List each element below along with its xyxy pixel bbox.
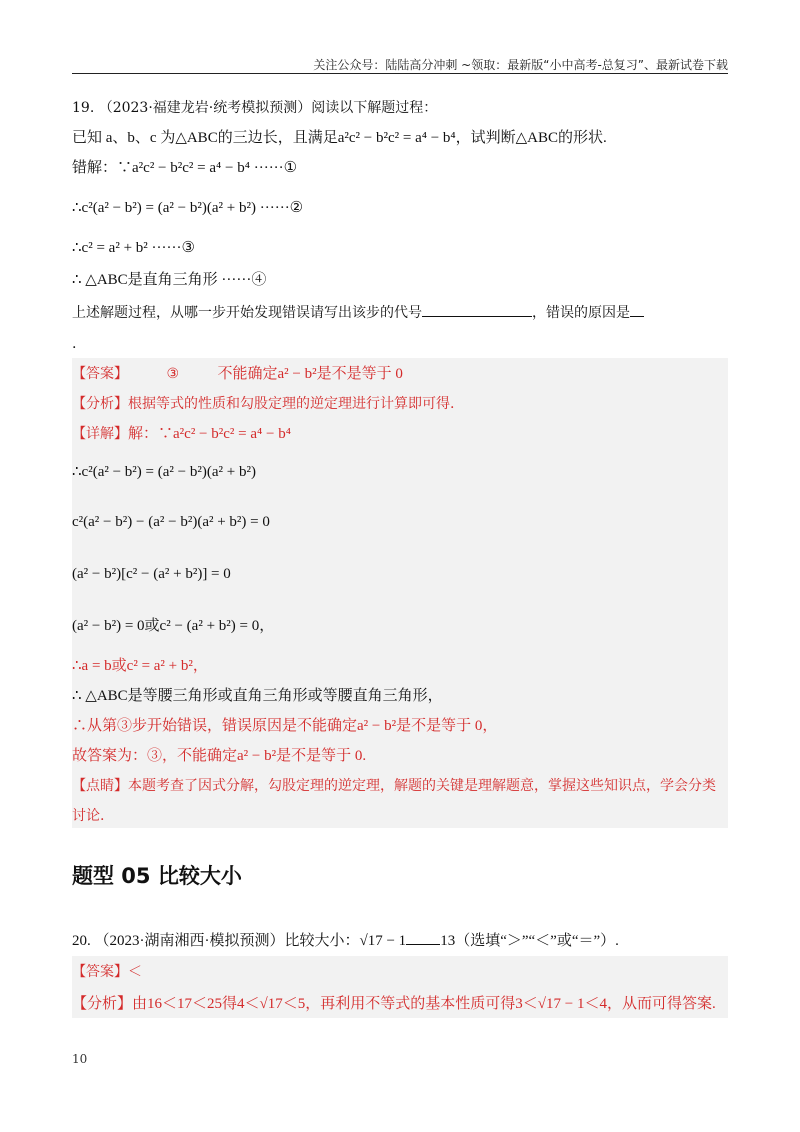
section-title: 题型 05 比较大小 [72, 864, 242, 888]
analysis-tag-20: 【分析】 [72, 996, 133, 1012]
q19-step3: ∴c² = a² + b² ······③ [72, 240, 195, 256]
q20-stem-b: 13（选填“＞”“＜”或“＝”）. [440, 933, 619, 949]
q19-ask-a: 上述解题过程，从哪一步开始发现错误请写出该步的代号 [72, 305, 422, 321]
page-header: 关注公众号：陆陆高分冲刺 ~领取：最新版“小中高考-总复习”、最新试卷下载 [313, 58, 728, 72]
detail-line-4: (a² − b²) = 0或c² − (a² + b²) = 0， [72, 618, 275, 634]
detail-line-6: ∴ △ABC是等腰三角形或直角三角形或等腰直角三角形， [72, 688, 443, 704]
detail-line-7: ∴从第③步开始错误，错误原因是不能确定a² − b²是不是等于 0， [72, 718, 498, 734]
a20-analysis [72, 994, 716, 1014]
q19-stem: 19. （2023·福建龙岩·统考模拟预测）阅读以下解题过程： [72, 100, 438, 116]
detail-line-2: c²(a² − b²) − (a² − b²)(a² + b²) = 0 [72, 514, 270, 530]
comment-text-2: 讨论. [72, 808, 105, 824]
a19-answer [72, 364, 403, 384]
q19-step1: 错解：∵a²c² − b²c² = a⁴ − b⁴ ······① [72, 160, 298, 176]
page-number: 10 [72, 1052, 88, 1066]
q19-end: . [72, 336, 77, 352]
q20-stem-a: 20. （2023·湖南湘西·模拟预测）比较大小：√17 − 1 [72, 933, 407, 949]
comment-tag: 【点睛】 [72, 778, 128, 794]
answer-value-20: ＜ [128, 964, 142, 980]
answer-tag: 【答案】 [72, 366, 128, 382]
a19-detail [72, 424, 291, 444]
answer-blank-2 [630, 302, 644, 317]
detail-line-3: (a² − b²)[c² − (a² + b²)] = 0 [72, 566, 231, 582]
answer-value-1: ③ [166, 366, 180, 382]
header-rule [72, 73, 728, 74]
analysis-text: 根据等式的性质和勾股定理的逆定理进行计算即可得. [128, 396, 455, 412]
analysis-tag: 【分析】 [72, 396, 128, 412]
detail-lead: 解：∵a²c² − b²c² = a⁴ − b⁴ [128, 426, 291, 442]
analysis-text-20: 由16＜17＜25得4＜√17＜5，再利用不等式的基本性质可得3＜√17 − 1＜4，从而可得答案. [132, 996, 716, 1012]
answer-value-2: 不能确定a² − b²是不是等于 0 [217, 366, 403, 382]
answer-blank-3 [406, 930, 440, 945]
q19-question [72, 302, 644, 323]
detail-line-1: ∴c²(a² − b²) = (a² − b²)(a² + b²) [72, 464, 256, 480]
q19-given: 已知 a、b、c 为△ABC的三边长，且满足a²c² − b²c² = a⁴ − b⁴，试判断△ABC的形状. [72, 130, 607, 146]
answer-blank-1 [422, 302, 532, 317]
q19-step2: ∴c²(a² − b²) = (a² − b²)(a² + b²) ······② [72, 200, 304, 216]
a20-answer [72, 962, 142, 982]
q19-ask-b: ，错误的原因是 [532, 305, 630, 321]
q20-stem [72, 930, 619, 951]
detail-line-5: ∴a = b或c² = a² + b²， [72, 658, 208, 674]
comment-text-1: 本题考查了因式分解，勾股定理的逆定理，解题的关键是理解题意，掌握这些知识点，学会分类 [128, 778, 716, 794]
a19-comment [72, 776, 716, 796]
a19-analysis [72, 394, 454, 414]
detail-line-8: 故答案为：③，不能确定a² − b²是不是等于 0. [72, 748, 367, 764]
answer-tag-20: 【答案】 [72, 964, 128, 980]
detail-tag: 【详解】 [72, 426, 128, 442]
q19-step4: ∴ △ABC是直角三角形 ······④ [72, 272, 267, 288]
